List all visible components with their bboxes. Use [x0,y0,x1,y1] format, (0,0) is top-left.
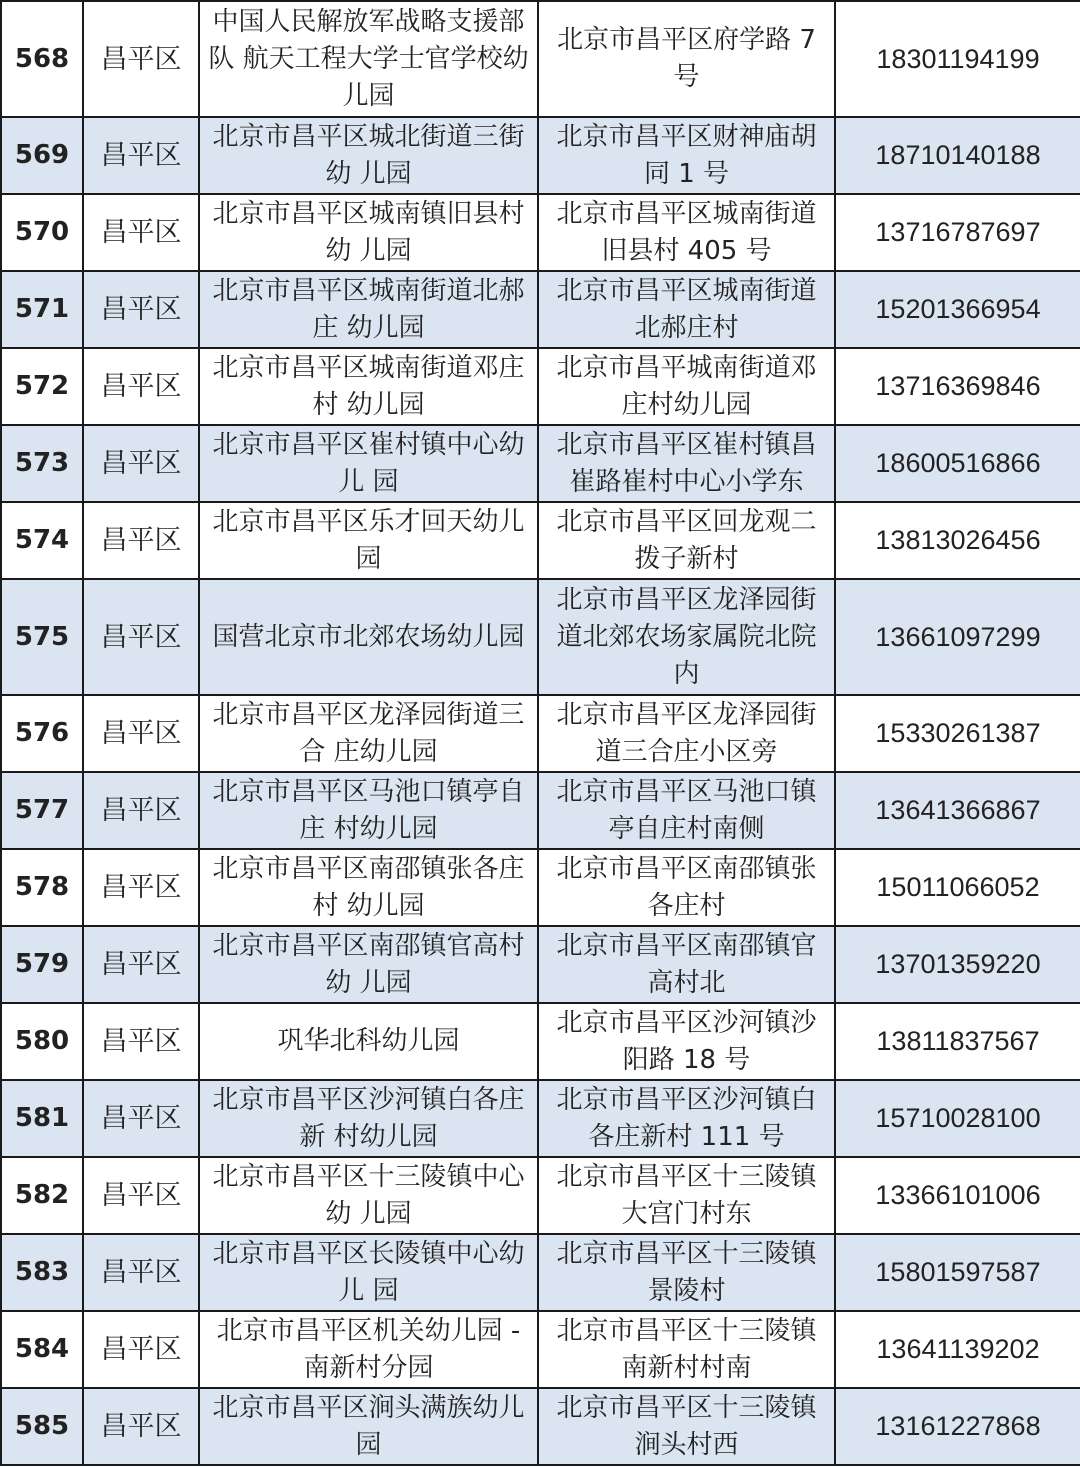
phone-cell: 15201366954 [835,271,1080,348]
phone-cell: 18301194199 [835,1,1080,117]
address-cell: 北京市昌平区府学路 7 号 [538,1,835,117]
table-row [1,1080,1080,1157]
kindergarten-name-cell: 北京市昌平区城北街道三街幼 儿园 [199,117,538,194]
address-cell: 北京市昌平区沙河镇沙阳路 18 号 [538,1003,835,1080]
row-number: 573 [1,425,83,502]
row-number: 572 [1,348,83,425]
table-row [1,1311,1080,1388]
table-row [1,348,1080,425]
row-number: 568 [1,1,83,117]
district-cell: 昌平区 [83,579,199,695]
table-row [1,1234,1080,1311]
kindergarten-name-cell: 北京市昌平区南邵镇官高村幼 儿园 [199,926,538,1003]
phone-cell: 13813026456 [835,502,1080,579]
district-cell: 昌平区 [83,425,199,502]
district-cell: 昌平区 [83,1,199,117]
phone-cell: 13661097299 [835,579,1080,695]
table-row [1,695,1080,772]
table-row [1,926,1080,1003]
row-number: 569 [1,117,83,194]
row-number: 577 [1,772,83,849]
row-number: 570 [1,194,83,271]
row-number: 580 [1,1003,83,1080]
row-number: 581 [1,1080,83,1157]
address-cell: 北京市昌平区十三陵镇大宫门村东 [538,1157,835,1234]
row-number: 585 [1,1388,83,1465]
address-cell: 北京市昌平区龙泽园街道三合庄小区旁 [538,695,835,772]
kindergarten-name-cell: 北京市昌平区崔村镇中心幼儿 园 [199,425,538,502]
kindergarten-name-cell: 国营北京市北郊农场幼儿园 [199,579,538,695]
table-row [1,849,1080,926]
phone-cell: 13716369846 [835,348,1080,425]
table-row [1,425,1080,502]
phone-cell: 15011066052 [835,849,1080,926]
address-cell: 北京市昌平区龙泽园街道北郊农场家属院北院内 [538,579,835,695]
kindergarten-name-cell: 北京市昌平区涧头满族幼儿园 [199,1388,538,1465]
kindergarten-name-cell: 北京市昌平区南邵镇张各庄村 幼儿园 [199,849,538,926]
table-row [1,1,1080,117]
phone-cell: 13811837567 [835,1003,1080,1080]
kindergarten-name-cell: 北京市昌平区城南街道北郝庄 幼儿园 [199,271,538,348]
address-cell: 北京市昌平区马池口镇亭自庄村南侧 [538,772,835,849]
phone-cell: 13716787697 [835,194,1080,271]
address-cell: 北京市昌平区沙河镇白各庄新村 111 号 [538,1080,835,1157]
table-row [1,1388,1080,1465]
table-row [1,1003,1080,1080]
district-cell: 昌平区 [83,849,199,926]
district-cell: 昌平区 [83,1003,199,1080]
kindergarten-name-cell: 北京市昌平区龙泽园街道三合 庄幼儿园 [199,695,538,772]
district-cell: 昌平区 [83,1080,199,1157]
table-row [1,502,1080,579]
district-cell: 昌平区 [83,1311,199,1388]
row-number: 575 [1,579,83,695]
kindergarten-name-cell: 巩华北科幼儿园 [199,1003,538,1080]
address-cell: 北京市昌平区城南街道旧县村 405 号 [538,194,835,271]
district-cell: 昌平区 [83,1388,199,1465]
address-cell: 北京市昌平区崔村镇昌崔路崔村中心小学东 [538,425,835,502]
row-number: 583 [1,1234,83,1311]
phone-cell: 18710140188 [835,117,1080,194]
district-cell: 昌平区 [83,926,199,1003]
row-number: 571 [1,271,83,348]
table-row [1,1157,1080,1234]
district-cell: 昌平区 [83,772,199,849]
row-number: 582 [1,1157,83,1234]
table-row [1,194,1080,271]
phone-cell: 13641366867 [835,772,1080,849]
district-cell: 昌平区 [83,348,199,425]
table-row [1,772,1080,849]
kindergarten-name-cell: 北京市昌平区沙河镇白各庄新 村幼儿园 [199,1080,538,1157]
address-cell: 北京市昌平区十三陵镇涧头村西 [538,1388,835,1465]
phone-cell: 13161227868 [835,1388,1080,1465]
address-cell: 北京市昌平区南邵镇张各庄村 [538,849,835,926]
kindergarten-name-cell: 北京市昌平区十三陵镇中心幼 儿园 [199,1157,538,1234]
table-row [1,579,1080,695]
row-number: 576 [1,695,83,772]
kindergarten-name-cell: 北京市昌平区马池口镇亭自庄 村幼儿园 [199,772,538,849]
address-cell: 北京市昌平区回龙观二拨子新村 [538,502,835,579]
kindergarten-name-cell: 北京市昌平区机关幼儿园 - 南新村分园 [199,1311,538,1388]
kindergarten-name-cell: 北京市昌平区城南镇旧县村幼 儿园 [199,194,538,271]
address-cell: 北京市昌平区城南街道北郝庄村 [538,271,835,348]
district-cell: 昌平区 [83,194,199,271]
address-cell: 北京市昌平区十三陵镇景陵村 [538,1234,835,1311]
district-cell: 昌平区 [83,117,199,194]
phone-cell: 13366101006 [835,1157,1080,1234]
address-cell: 北京市昌平城南街道邓庄村幼儿园 [538,348,835,425]
phone-cell: 13641139202 [835,1311,1080,1388]
table-row [1,271,1080,348]
address-cell: 北京市昌平区南邵镇官高村北 [538,926,835,1003]
phone-cell: 18600516866 [835,425,1080,502]
address-cell: 北京市昌平区十三陵镇南新村村南 [538,1311,835,1388]
district-cell: 昌平区 [83,1157,199,1234]
address-cell: 北京市昌平区财神庙胡同 1 号 [538,117,835,194]
kindergarten-name-cell: 北京市昌平区乐才回天幼儿园 [199,502,538,579]
kindergarten-name-cell: 中国人民解放军战略支援部队 航天工程大学士官学校幼儿园 [199,1,538,117]
district-cell: 昌平区 [83,1234,199,1311]
district-cell: 昌平区 [83,271,199,348]
table-row [1,117,1080,194]
phone-cell: 15801597587 [835,1234,1080,1311]
phone-cell: 15710028100 [835,1080,1080,1157]
row-number: 584 [1,1311,83,1388]
row-number: 574 [1,502,83,579]
row-number: 579 [1,926,83,1003]
district-cell: 昌平区 [83,695,199,772]
kindergarten-name-cell: 北京市昌平区长陵镇中心幼儿 园 [199,1234,538,1311]
phone-cell: 15330261387 [835,695,1080,772]
kindergarten-name-cell: 北京市昌平区城南街道邓庄村 幼儿园 [199,348,538,425]
row-number: 578 [1,849,83,926]
district-cell: 昌平区 [83,502,199,579]
phone-cell: 13701359220 [835,926,1080,1003]
